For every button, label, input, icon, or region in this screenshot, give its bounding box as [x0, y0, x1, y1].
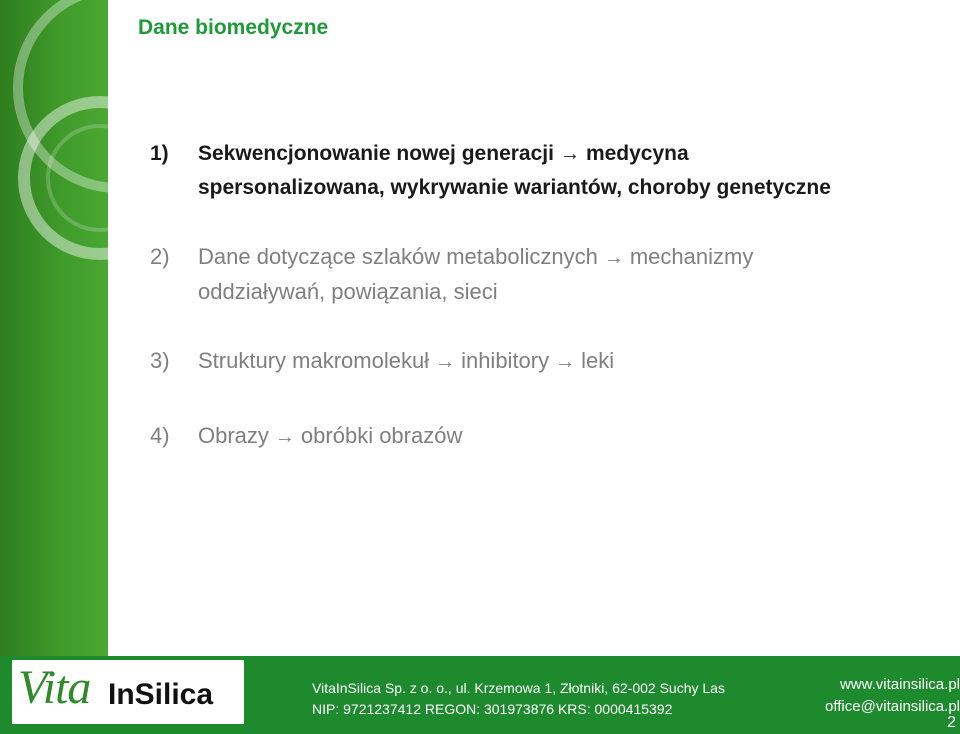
list-text: medycyna spersonalizowana, wykrywanie wariantów, choroby genetyczne: [198, 142, 831, 199]
list-text: Struktury makromolekuł: [198, 348, 430, 373]
decorative-sidebar: [0, 0, 108, 656]
arrow-icon: →: [603, 247, 624, 269]
website-link[interactable]: www.vitainsilica.pl: [839, 676, 960, 693]
arrow-icon: →: [559, 143, 580, 165]
company-registration: NIP: 9721237412 REGON: 301973876 KRS: 0000415392: [312, 701, 673, 717]
arrow-icon: →: [274, 426, 295, 448]
list-text: Dane dotyczące szlaków metabolicznych: [198, 244, 598, 269]
list-text: obróbki obrazów: [300, 423, 463, 448]
arrow-icon: →: [555, 351, 576, 373]
slide-title: Dane biomedyczne: [138, 16, 329, 39]
list-number: 3): [150, 348, 170, 373]
company-logo: [12, 660, 244, 724]
list-text: Sekwencjonowanie nowej generacji: [198, 142, 554, 165]
list-number: 4): [150, 423, 170, 448]
list-number: 2): [150, 244, 170, 269]
page-number: 2: [947, 714, 956, 731]
logo-insilica-text: InSilica: [108, 678, 214, 711]
footer-bar: [0, 656, 960, 734]
company-info: [312, 678, 762, 720]
email-link[interactable]: office@vitainsilica.pl: [824, 698, 960, 715]
list-text: mechanizmy oddziaływań, powiązania, sieci: [198, 244, 754, 304]
list-text: leki: [581, 348, 615, 373]
company-address: VitaInSilica Sp. z o. o., ul. Krzemowa 1, Złotniki, 62-002 Suchy Las: [312, 680, 725, 696]
contact-info: [812, 674, 960, 718]
arrow-icon: →: [435, 351, 456, 373]
decorative-rings: [0, 0, 108, 656]
list-number: 1): [150, 142, 169, 165]
logo-vita-text: Vita: [18, 661, 91, 714]
list-text: inhibitory: [461, 348, 550, 373]
list-text: Obrazy: [198, 423, 269, 448]
